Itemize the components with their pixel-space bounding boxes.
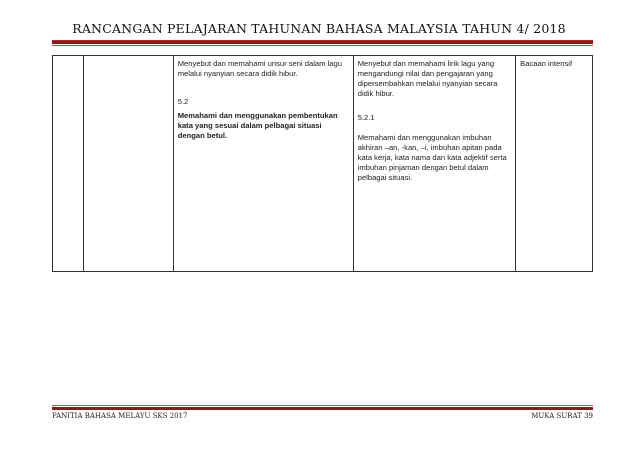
table-row xyxy=(53,56,593,272)
footer-page-number: MUKA SURAT 39 xyxy=(531,412,593,420)
page-header-title: RANCANGAN PELAJARAN TAHUNAN BAHASA MALAYSIA TAHUN 4/ 2018 xyxy=(72,21,566,36)
footer-panel-name: PANITIA BAHASA MELAYU SKS 2017 xyxy=(52,412,188,420)
header-divider-thin xyxy=(52,45,593,46)
standard-content-intro: Menyebut dan memahami unsur seni dalam lagu melalui nyanyian secara didik hibur. xyxy=(177,59,342,78)
learning-standard-code: 5.2.1 xyxy=(357,113,375,122)
standard-content-cell xyxy=(173,56,353,272)
learning-standard-cell xyxy=(353,56,515,272)
learning-standard-intro: Menyebut dan memahami lirik lagu yang mengandungi nilai dan pengajaran yang dipersembahkan melalui nyanyian secara didik hibur. xyxy=(357,59,498,98)
activity-text: Bacaan intensif xyxy=(520,59,573,68)
standard-content-code: 5.2 xyxy=(177,97,189,106)
activity-cell xyxy=(516,56,593,272)
week-cell xyxy=(53,56,84,272)
standard-content-title: Memahami dan menggunakan pembentukan kata yang sesuai dalam pelbagai situasi dengan betul. xyxy=(177,111,338,140)
lesson-plan-table xyxy=(52,55,593,272)
footer-divider xyxy=(52,407,593,410)
unit-cell xyxy=(83,56,173,272)
header-divider xyxy=(52,40,593,44)
learning-standard-detail: Memahami dan menggunakan imbuhan akhiran –an, -kan, –i, imbuhan apitan pada kata kerja, kata nama dan kata adjektif serta imbuhan pinjaman dengan betul dalam pelbagai situasi. xyxy=(357,133,507,182)
footer-divider-thin xyxy=(52,405,593,406)
